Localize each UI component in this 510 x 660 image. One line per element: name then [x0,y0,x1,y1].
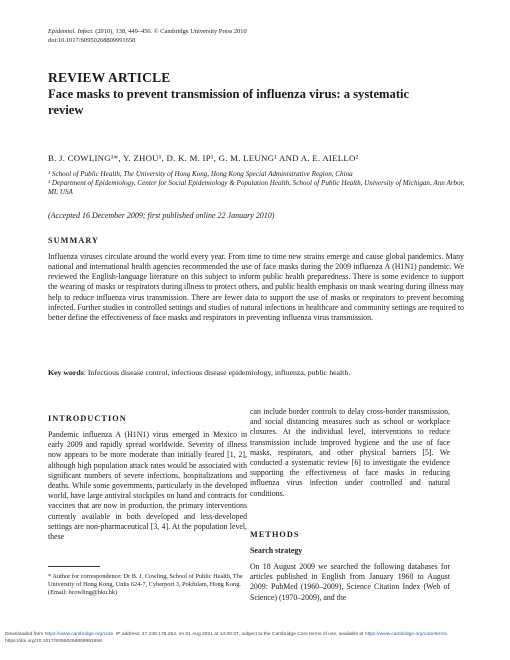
summary-text: Influenza viruses circulate around the world every year. From time to time new strains emerge and cause global pandemics. Many national and international health agencies recommended the use of face masks during the 2009 influenza A (H1N1) pandemic. We reviewed the English-language literature on this subject to inform public health preparedness. There is some evidence to support the wearing of masks or respirators during illness to protect others, and public health emphasis on mask wearing during illness may help to reduce influenza virus transmission. There are fewer data to support the use of masks or respirators to prevent becoming infected. Further studies in controlled settings and studies of natural infections in healthcare and community settings are required to better define the effectiveness of face masks and respirators in preventing influenza virus transmission. [48,252,464,322]
introduction-text: Pandemic influenza A (H1N1) virus emerged in Mexico in early 2009 and rapidly spread worldwide. Severity of illness now appears to be more moderate than initially feared [1, 2], although high population attack rates would be associated with significant numbers of severe infections, hospitalizations and deaths. While some governments, particularly in the developed world, have large antiviral stockpiles on hand and contracts for vaccines that are now in production, the primary interventions currently available in both developed and less-developed settings are non-pharmaceutical [3, 4]. At the population level, these [48,430,247,542]
download-middle: . IP address: 47.248.179.254, on 01 Aug 2021 at 14:20:37, subject to the Cambridge Core terms of use, available at [113,632,364,637]
download-prefix: Downloaded from [5,632,45,637]
search-strategy-heading: Search strategy [250,546,303,555]
introduction-heading: INTRODUCTION [48,414,127,423]
cambridge-core-link[interactable]: https://www.cambridge.org/core [44,632,114,637]
download-notice [5,632,505,645]
author-list: B. J. COWLING¹*, Y. ZHOU¹, D. K. M. IP¹, G. M. LEUNG¹ AND A. E. AIELLO² [48,153,359,163]
journal-doi: doi:10.1017/S0950268809991658 [48,36,136,44]
search-strategy-text: On 18 August 2009 we searched the following databases for articles published in English from January 1960 to August 2009: PubMed (1960–2009), Science Citation Index (Web of Science) (1970–2009), and the [250,562,450,602]
cambridge-terms-link[interactable]: https://www.cambridge.org/core/terms [364,632,447,637]
download-suffix: . https://doi.org/10.1017/S0950268809991658 [5,632,449,644]
summary-heading: SUMMARY [48,236,100,245]
journal-header [48,28,247,45]
journal-citation: (2010), 138, 449–456. © Cambridge University Press 2010 [93,28,247,35]
keywords-text: : Infectious disease control, infectious disease epidemiology, influenza, public health. [83,368,351,377]
affiliation-2: ² Department of Epidemiology, Center for Social Epidemiology & Population Health, School of Public Health, University of Michigan, Ann Arbor, MI, USA [48,179,465,197]
article-title: Face masks to prevent transmission of influenza virus: a systematic review [48,87,410,117]
affiliation-1: ¹ School of Public Health, The University of Hong Kong, Hong Kong Special Administrative Region, China [48,170,353,178]
article-type: REVIEW ARTICLE [48,70,171,85]
journal-name: Epidemiol. Infect. [48,28,94,35]
footnote-divider [48,566,100,567]
accepted-dates: (Accepted 16 December 2009; first published online 22 January 2010) [48,211,275,220]
keywords-label: Key words [48,368,84,377]
keywords [48,368,464,378]
introduction-continued-text: can include border controls to delay cross-border transmission, and social distancing measures such as school or workplace closures. At the individual level, interventions to reduce transmission include improved hygiene and the use of face masks, respirators, and other physical barriers [5]. We conducted a systematic review [6] to investigate the evidence supporting the effectiveness of face masks in reducing influenza virus infection under controlled and natural conditions. [250,407,450,498]
affiliations [48,170,468,198]
methods-heading: METHODS [250,530,300,539]
correspondence-footnote: * Author for correspondence: Dr B. J. Cowling, School of Public Health, The University of Hong Kong, Units 624-7, Cyberport 3, Pokfulam, Hong Kong. (Email: bcowling@hku.hk) [48,573,243,597]
